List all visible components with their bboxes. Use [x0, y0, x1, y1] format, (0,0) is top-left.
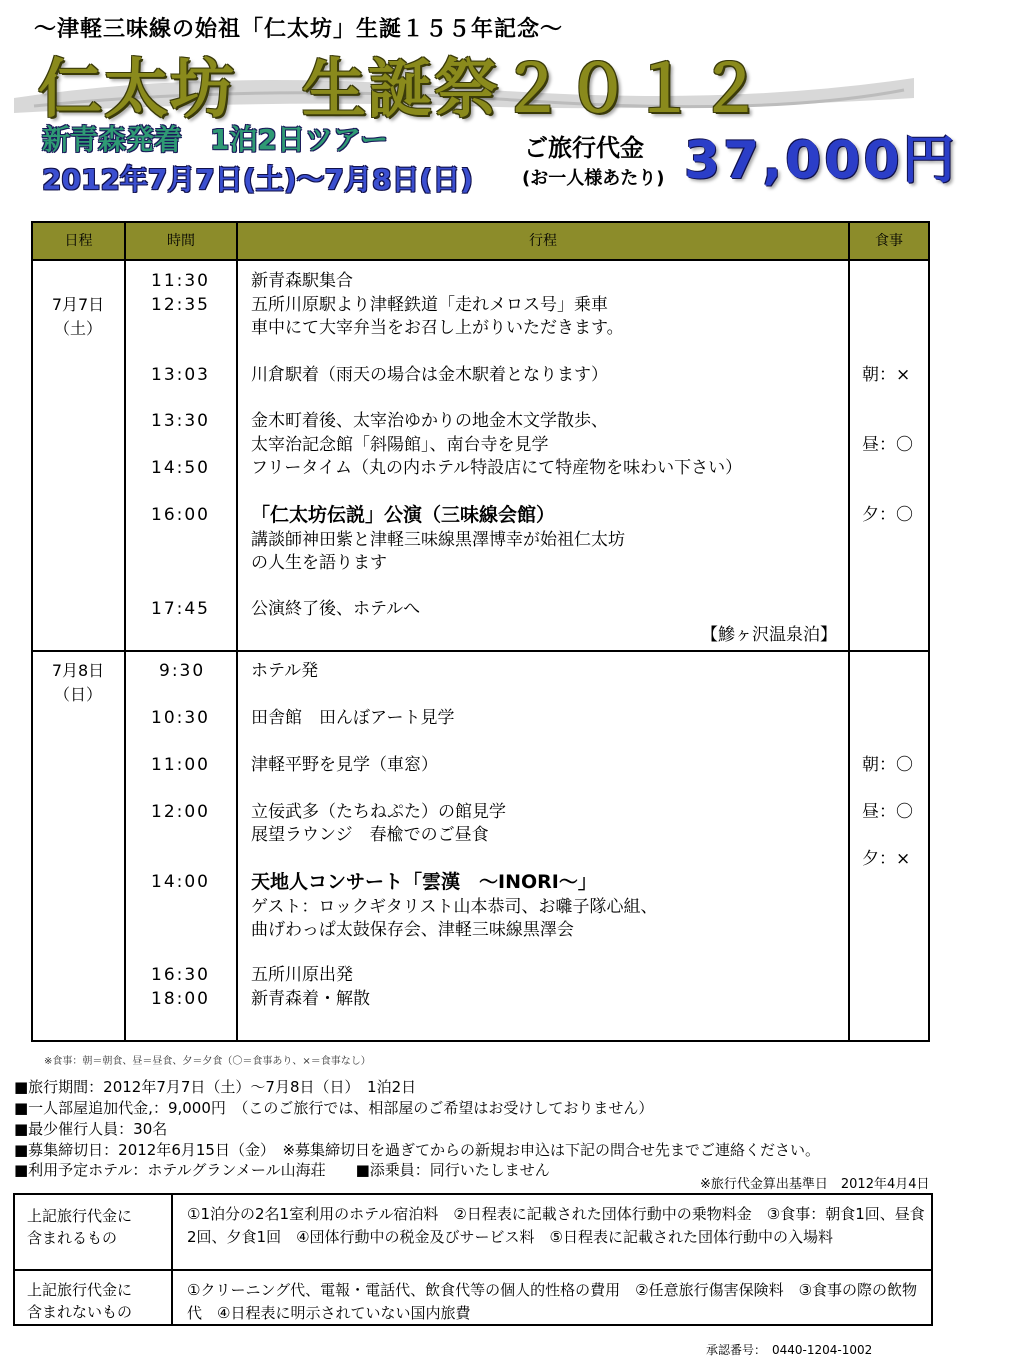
inclusions-table: [13, 1193, 933, 1326]
lodging-note: 【鰺ヶ沢温泉泊】: [701, 625, 837, 645]
day1-time: 14:50: [151, 458, 210, 478]
column-divider: [236, 223, 238, 1040]
itinerary-item: 講談師神田紫と津軽三味線黒澤博幸が始祖仁太坊: [251, 530, 625, 550]
day-divider: [33, 650, 928, 652]
approval-number: 承認番号： 0440-1204-1002: [706, 1343, 873, 1357]
meal-lunch: 昼：〇: [862, 435, 913, 455]
day2-weekday: （日）: [53, 685, 102, 704]
day1-time: 17:45: [151, 599, 210, 619]
schedule-table: [31, 221, 930, 1042]
day1-weekday: （土）: [53, 319, 102, 338]
day2-time: 10:30: [151, 708, 210, 728]
day1-time: 13:30: [151, 411, 210, 431]
meal-lunch: 昼：〇: [862, 802, 913, 822]
included-label: 上記旅行代金に: [27, 1207, 133, 1225]
column-divider: [171, 1195, 173, 1324]
day1-time: 13:03: [151, 365, 210, 385]
meal-breakfast: 朝：〇: [862, 755, 913, 775]
included-label: 含まれるもの: [27, 1229, 118, 1247]
itinerary-item: 津軽平野を見学（車窓）: [251, 755, 438, 775]
meal-dinner: 夕：〇: [862, 505, 913, 525]
info-hotel: ■利用予定ホテル：ホテルグランメール山海荘 ■添乗員：同行いたしません: [14, 1161, 550, 1179]
included-text: ①1泊分の2名1室利用のホテル宿泊料 ②日程表に記載された団体行動中の乗物料金 ③食事：朝食1回、昼食2回、夕食1回 ④団体行動中の税金及びサービス料 ⑤日程表に記載された団体行動中の入場料: [187, 1205, 925, 1246]
itinerary-item: 車中にて大宰弁当をお召し上がりいただきます。: [251, 318, 624, 338]
excluded-label: 上記旅行代金に: [27, 1281, 133, 1299]
itinerary-item: ゲスト：ロックギタリスト山本恭司、お囃子隊心組、: [251, 897, 658, 917]
day1-time: 16:00: [151, 505, 210, 525]
itinerary-item: 川倉駅着（雨天の場合は金木駅着となります）: [251, 365, 608, 385]
day2-time: 9:30: [159, 661, 206, 681]
day1-date: 7月7日: [51, 295, 105, 314]
tour-dates: 2012年7月7日(土)〜7月8日(日): [42, 163, 474, 196]
itinerary-item: 五所川原出発: [251, 965, 353, 985]
day2-time: 14:00: [151, 872, 210, 892]
meal-legend-footnote: ※食事：朝＝朝食、昼＝昼食、夕＝夕食（〇＝食事あり、×＝食事なし）: [44, 1056, 371, 1067]
column-header-itinerary: 行程: [529, 233, 557, 249]
itinerary-item: フリータイム（丸の内ホテル特設店にて特産物を味わい下さい）: [251, 458, 743, 478]
row-divider: [15, 1269, 931, 1271]
itinerary-item: 曲げわっぱ太鼓保存会、津軽三味線黒澤会: [251, 920, 574, 940]
meal-breakfast: 朝：×: [862, 365, 911, 385]
column-header-time: 時間: [167, 233, 195, 249]
column-divider: [124, 223, 126, 1040]
info-single-room: ■一人部屋追加代金,：9,000円 （このご旅行では、相部屋のご希望はお受けしておりません）: [14, 1099, 654, 1117]
tour-name: 新青森発着 1泊2日ツアー: [42, 123, 389, 156]
day1-time: 11:30: [151, 271, 210, 291]
day2-date: 7月8日: [51, 661, 105, 680]
event-subtitle: 〜津軽三味線の始祖「仁太坊」生誕１５５年記念〜: [34, 17, 564, 42]
tour-price: 37,000円: [684, 131, 958, 191]
column-header-meals: 食事: [875, 233, 903, 249]
itinerary-item: 新青森駅集合: [251, 271, 353, 291]
schedule-header-row: [33, 223, 928, 261]
meal-dinner: 夕：×: [862, 849, 911, 869]
day2-time: 12:00: [151, 802, 210, 822]
info-travel-period: ■旅行期間：2012年7月7日（土）〜7月8日（日） 1泊2日: [14, 1078, 417, 1096]
day2-time: 11:00: [151, 755, 210, 775]
price-label: ご旅行代金: [524, 134, 644, 162]
price-basis-date: ※旅行代金算出基準日 2012年4月4日: [700, 1177, 930, 1192]
day2-time: 16:30: [151, 965, 210, 985]
itinerary-highlight: 「仁太坊伝説」公演（三味線会館）: [251, 504, 556, 526]
itinerary-item: 太宰治記念館「斜陽館」、南台寺を見学: [251, 435, 549, 455]
day1-time: 12:35: [151, 295, 210, 315]
itinerary-highlight: 天地人コンサート「雲漢 〜INORI〜」: [251, 871, 597, 893]
itinerary-item: 五所川原駅より津軽鉄道「走れメロス号」乗車: [251, 295, 608, 315]
itinerary-item: 新青森着・解散: [251, 989, 370, 1009]
excluded-label: 含まれないもの: [27, 1303, 133, 1321]
itinerary-item: 公演終了後、ホテルへ: [251, 599, 421, 619]
column-header-date: 日程: [64, 233, 93, 249]
excluded-text: ①クリーニング代、電報・電話代、飲食代等の個人的性格の費用 ②任意旅行傷害保険料 ③食事の際の飲物代 ④日程表に明示されていない国内旅費: [187, 1281, 918, 1322]
itinerary-item: 田舎館 田んぼアート見学: [251, 708, 455, 728]
itinerary-item: ホテル発: [251, 661, 319, 681]
itinerary-item: 展望ラウンジ 春楡でのご昼食: [251, 825, 489, 845]
itinerary-item: 立佞武多（たちねぷた）の館見学: [251, 802, 506, 822]
price-note: (お一人様あたり): [522, 168, 665, 189]
itinerary-item: の人生を語ります: [251, 553, 387, 573]
itinerary-item: 金木町着後、太宰治ゆかりの地金木文学散歩、: [251, 411, 608, 431]
day2-time: 18:00: [151, 989, 210, 1009]
column-divider: [848, 223, 850, 1040]
info-deadline: ■募集締切日：2012年6月15日（金） ※募集締切日を過ぎてからの新規お申込は下記の問合せ先までご連絡ください。: [14, 1141, 821, 1159]
main-title: 仁太坊 生誕祭２０１２: [38, 53, 764, 127]
info-minimum-participants: ■最少催行人員：30名: [14, 1120, 168, 1138]
